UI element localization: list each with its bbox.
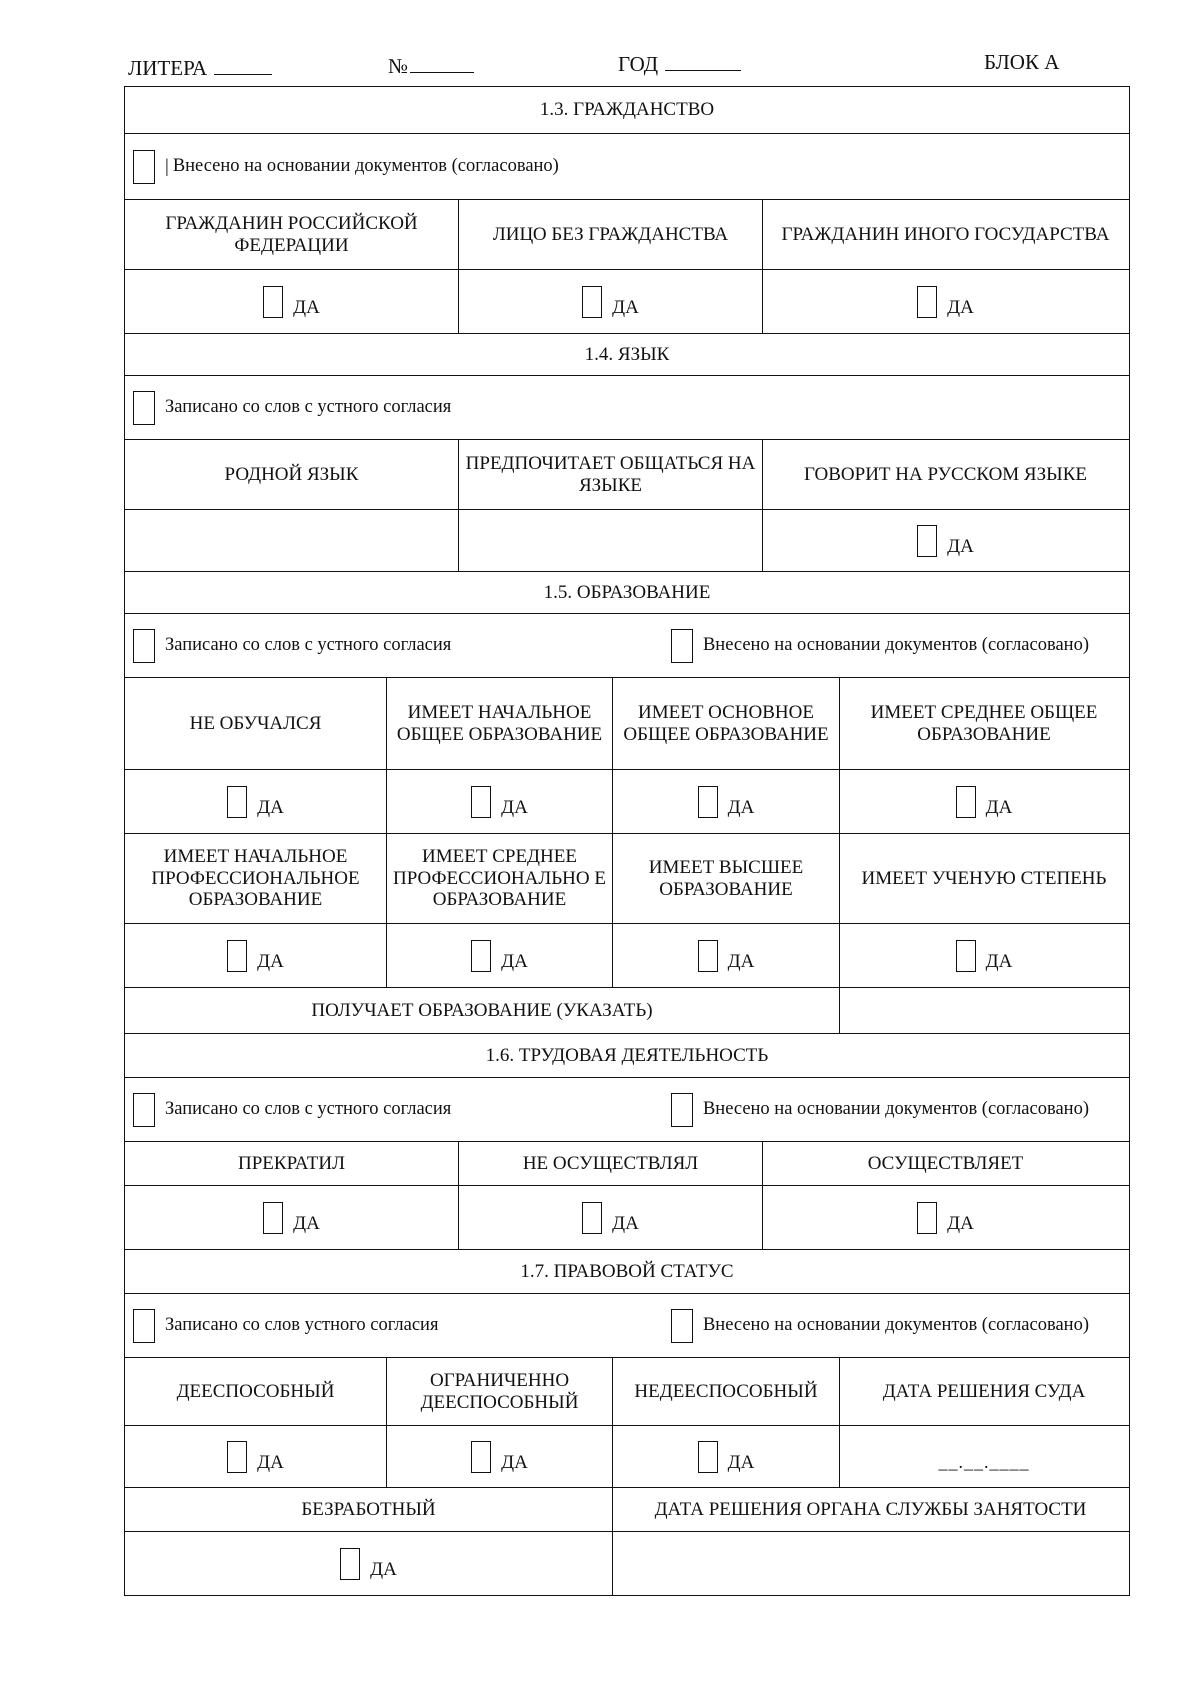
col-limited-capable: ОГРАНИЧЕННО ДЕЕСПОСОБНЫЙ [386,1358,612,1425]
checkbox-employment-doc[interactable] [671,1093,693,1127]
education-title-row [125,571,1129,613]
litera-blank[interactable] [214,56,272,75]
education-header-row-1 [125,677,1129,769]
checkbox-capable[interactable] [227,1441,247,1473]
language-answer-row: ДА [125,509,1129,571]
col-capable: ДЕЕСПОСОБНЫЙ [176,1380,335,1402]
checkbox-incapable[interactable] [698,1441,718,1473]
col-secondary-general: ИМЕЕТ СРЕДНЕЕ ОБЩЕЕ ОБРАЗОВАНИЕ [839,678,1128,769]
checkbox-no-education[interactable] [227,786,247,818]
checkbox-legal-doc[interactable] [671,1309,693,1343]
employment-answer-row: ДА ДА ДА [125,1185,1129,1249]
section-title-education: 1.5. ОБРАЗОВАНИЕ [543,581,711,603]
checkbox-secondary-general[interactable] [956,786,976,818]
education-note-row [125,613,1129,677]
section-title-citizenship: 1.3. ГРАЖДАНСТВО [539,99,715,121]
employment-service-date-input[interactable] [612,1532,1128,1595]
employment-oral-note: Записано со слов с устного согласия [165,1098,452,1119]
col-no-education: НЕ ОБУЧАЛСЯ [189,712,322,734]
citizenship-answer-row: ДА ДА ДА [125,269,1129,333]
col-stopped-working: ПРЕКРАТИЛ [238,1152,345,1174]
col-court-decision-date: ДАТА РЕШЕНИЯ СУДА [839,1358,1128,1425]
education-doc-note: Внесено на основании документов (согласовано) [702,634,1089,655]
litera-field [128,56,272,81]
col-primary-professional: ИМЕЕТ НАЧАЛЬНОЕ ПРОФЕССИОНАЛЬНОЕ ОБРАЗОВАНИЕ [151,845,360,911]
education-answer-row-2: ДА ДА ДА ДА [125,923,1129,987]
questionnaire-form [124,86,1130,1596]
court-date-input[interactable]: __.__.____ [938,1452,1030,1473]
checkbox-basic-general[interactable] [698,786,718,818]
col-primary-general: ИМЕЕТ НАЧАЛЬНОЕ ОБЩЕЕ ОБРАЗОВАНИЕ [386,678,612,769]
checkbox-working[interactable] [917,1202,937,1234]
language-note-row [125,375,1129,439]
employment-doc-note: Внесено на основании документов (согласовано) [702,1098,1089,1119]
citizenship-header-row [125,199,1129,269]
checkbox-stateless[interactable] [582,286,602,318]
legal-answer-row: ДА ДА ДА __.__.____ [125,1425,1129,1487]
checkbox-language-oral[interactable] [133,391,155,425]
education-receiving-row [125,987,1129,1033]
col-speaks-russian: ГОВОРИТ НА РУССКОМ ЯЗЫКЕ [762,440,1128,509]
legal-header-row [125,1357,1129,1425]
checkbox-speaks-russian[interactable] [917,525,937,557]
col-stateless: ЛИЦО БЕЗ ГРАЖДАНСТВА [458,200,762,269]
unemployed-header-row [125,1487,1129,1531]
citizenship-note-row: | Внесено на основании документов (согласовано) [125,133,1129,199]
checkbox-education-oral[interactable] [133,629,155,663]
checkbox-higher-education[interactable] [698,940,718,972]
checkbox-employment-oral[interactable] [133,1093,155,1127]
language-oral-note: Записано со слов с устного согласия [165,396,452,417]
litera-label: ЛИТЕРА [128,56,208,80]
col-working: ОСУЩЕСТВЛЯЕТ [762,1142,1128,1185]
legal-note-row [125,1293,1129,1357]
checkbox-legal-oral[interactable] [133,1309,155,1343]
year-field [618,52,741,77]
section-title-employment: 1.6. ТРУДОВАЯ ДЕЯТЕЛЬНОСТЬ [485,1044,769,1066]
receiving-education-input[interactable] [839,988,1128,1033]
legal-oral-note: Записано со слов устного согласия [165,1314,439,1335]
col-unemployed: БЕЗРАБОТНЫЙ [301,1498,436,1520]
col-employment-service-date: ДАТА РЕШЕНИЯ ОРГАНА СЛУЖБЫ ЗАНЯТОСТИ [612,1488,1128,1531]
checkbox-never-worked[interactable] [582,1202,602,1234]
checkbox-limited-capable[interactable] [471,1441,491,1473]
education-header-row-2 [125,833,1129,923]
citizenship-title-row [125,87,1129,133]
col-foreign-citizen: ГРАЖДАНИН ИНОГО ГОСУДАРСТВА [762,200,1128,269]
section-title-language: 1.4. ЯЗЫК [584,343,670,365]
checkbox-primary-professional[interactable] [227,940,247,972]
checkbox-foreign-citizen[interactable] [917,286,937,318]
col-secondary-professional: ИМЕЕТ СРЕДНЕЕ ПРОФЕССИОНАЛЬНО Е ОБРАЗОВАНИЕ [386,834,612,923]
number-field [388,54,474,79]
legal-title-row [125,1249,1129,1293]
checkbox-primary-general[interactable] [471,786,491,818]
checkbox-secondary-professional[interactable] [471,940,491,972]
unemployed-answer-row: ДА [125,1531,1129,1595]
col-higher-education: ИМЕЕТ ВЫСШЕЕ ОБРАЗОВАНИЕ [612,834,839,923]
checkbox-education-doc[interactable] [671,629,693,663]
col-native-language: РОДНОЙ ЯЗЫК [224,463,359,485]
year-label: ГОД [618,52,659,76]
checkbox-citizenship-doc[interactable] [133,150,155,184]
number-blank[interactable] [410,54,474,73]
checkbox-stopped-working[interactable] [263,1202,283,1234]
checkbox-academic-degree[interactable] [956,940,976,972]
receiving-education-label: ПОЛУЧАЕТ ОБРАЗОВАНИЕ (УКАЗАТЬ) [311,999,653,1021]
col-preferred-language: ПРЕДПОЧИТАЕТ ОБЩАТЬСЯ НА ЯЗЫКЕ [458,440,762,509]
employment-title-row [125,1033,1129,1077]
language-title-row [125,333,1129,375]
language-header-row [125,439,1129,509]
preferred-language-input[interactable] [458,510,762,571]
employment-header-row [125,1141,1129,1185]
checkbox-russian-citizen[interactable] [263,286,283,318]
col-never-worked: НЕ ОСУЩЕСТВЛЯЛ [458,1142,762,1185]
native-language-input[interactable] [125,510,458,571]
employment-note-row [125,1077,1129,1141]
col-russian-citizen: ГРАЖДАНИН РОССИЙСКОЙ ФЕДЕРАЦИИ [165,212,418,256]
col-incapable: НЕДЕЕСПОСОБНЫЙ [612,1358,839,1425]
education-oral-note: Записано со слов с устного согласия [165,634,452,655]
checkbox-unemployed[interactable] [340,1548,360,1580]
col-academic-degree: ИМЕЕТ УЧЕНУЮ СТЕПЕНЬ [839,834,1128,923]
col-basic-general: ИМЕЕТ ОСНОВНОЕ ОБЩЕЕ ОБРАЗОВАНИЕ [612,678,839,769]
legal-doc-note: Внесено на основании документов (согласовано) [702,1314,1089,1335]
year-blank[interactable] [665,52,741,71]
citizenship-doc-note: Внесено на основании документов (согласовано) [172,155,559,176]
section-title-legal-status: 1.7. ПРАВОВОЙ СТАТУС [520,1260,734,1282]
block-label: БЛОК А [984,50,1060,74]
number-label: № [388,54,409,78]
education-answer-row-1: ДА ДА ДА ДА [125,769,1129,833]
